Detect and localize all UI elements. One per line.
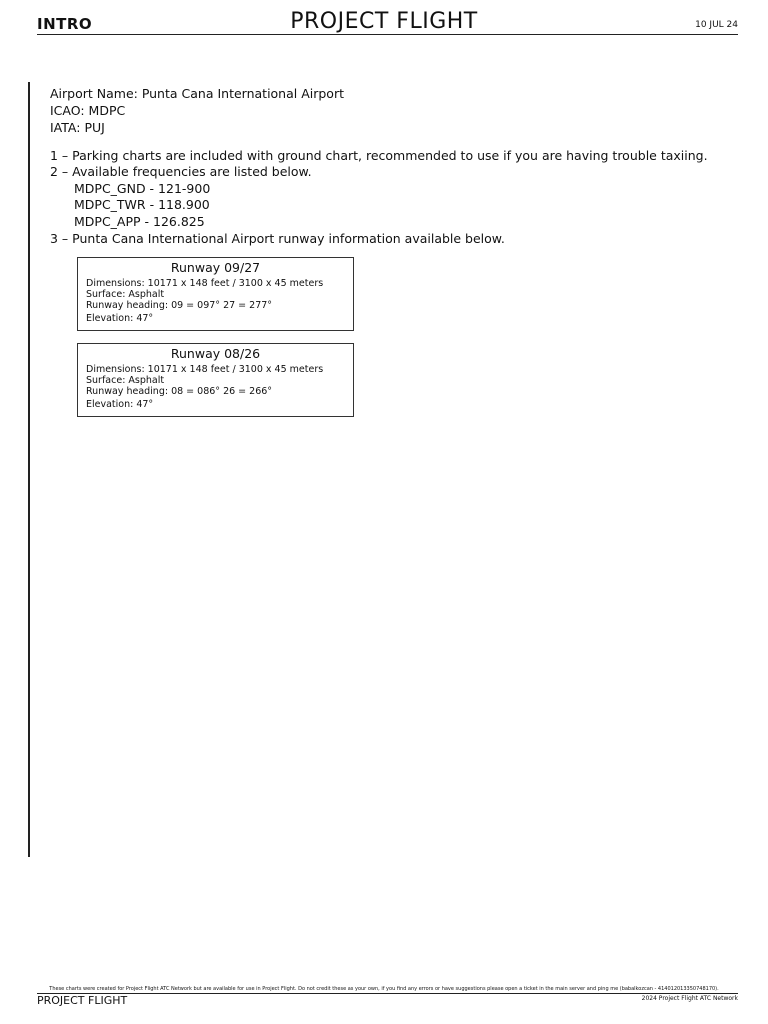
footer-brand: PROJECT FLIGHT <box>37 994 128 1007</box>
frequency-app: MDPC_APP - 126.825 <box>74 214 205 229</box>
airport-iata: IATA: PUJ <box>50 120 105 135</box>
chart-date: 10 JUL 24 <box>695 20 738 30</box>
section-label: INTRO <box>37 15 93 33</box>
airport-name: Airport Name: Punta Cana International Airport <box>50 86 345 101</box>
runway-info-box <box>77 343 354 417</box>
left-margin-bar <box>28 82 30 857</box>
footer-divider <box>37 993 738 994</box>
airport-icao: ICAO: MDPC <box>50 103 126 118</box>
footer-disclaimer: These charts were created for Project Flight ATC Network but are available for use in Project Flight. Do not credit these as your own, if you find any errors or have suggestions please open a ticket in the main server and ping me (babalkozcan - 414012013350748170). <box>49 986 719 992</box>
runway-info-box <box>77 257 354 331</box>
runway-elevation: Elevation: 47° <box>86 399 154 410</box>
runway-dimensions: Dimensions: 10171 x 148 feet / 3100 x 45 meters <box>86 364 324 375</box>
runway-title: Runway 08/26 <box>170 346 261 361</box>
runway-elevation: Elevation: 47° <box>86 313 154 324</box>
frequency-gnd: MDPC_GND - 121-900 <box>74 181 211 196</box>
note-runways: 3 – Punta Cana International Airport runway information available below. <box>50 231 505 246</box>
runway-surface: Surface: Asphalt <box>86 375 165 386</box>
footer-copyright: 2024 Project Flight ATC Network <box>641 995 738 1002</box>
runway-surface: Surface: Asphalt <box>86 289 165 300</box>
runway-title: Runway 09/27 <box>170 260 261 275</box>
note-parking: 1 – Parking charts are included with ground chart, recommended to use if you are having trouble taxiing. <box>50 148 708 163</box>
runway-heading: Runway heading: 09 = 097° 27 = 277° <box>86 300 273 311</box>
frequency-twr: MDPC_TWR - 118.900 <box>74 197 210 212</box>
page-title: PROJECT FLIGHT <box>290 9 478 34</box>
note-frequencies: 2 – Available frequencies are listed below. <box>50 164 312 179</box>
runway-dimensions: Dimensions: 10171 x 148 feet / 3100 x 45 meters <box>86 278 324 289</box>
header-divider <box>37 34 738 35</box>
runway-heading: Runway heading: 08 = 086° 26 = 266° <box>86 386 273 397</box>
